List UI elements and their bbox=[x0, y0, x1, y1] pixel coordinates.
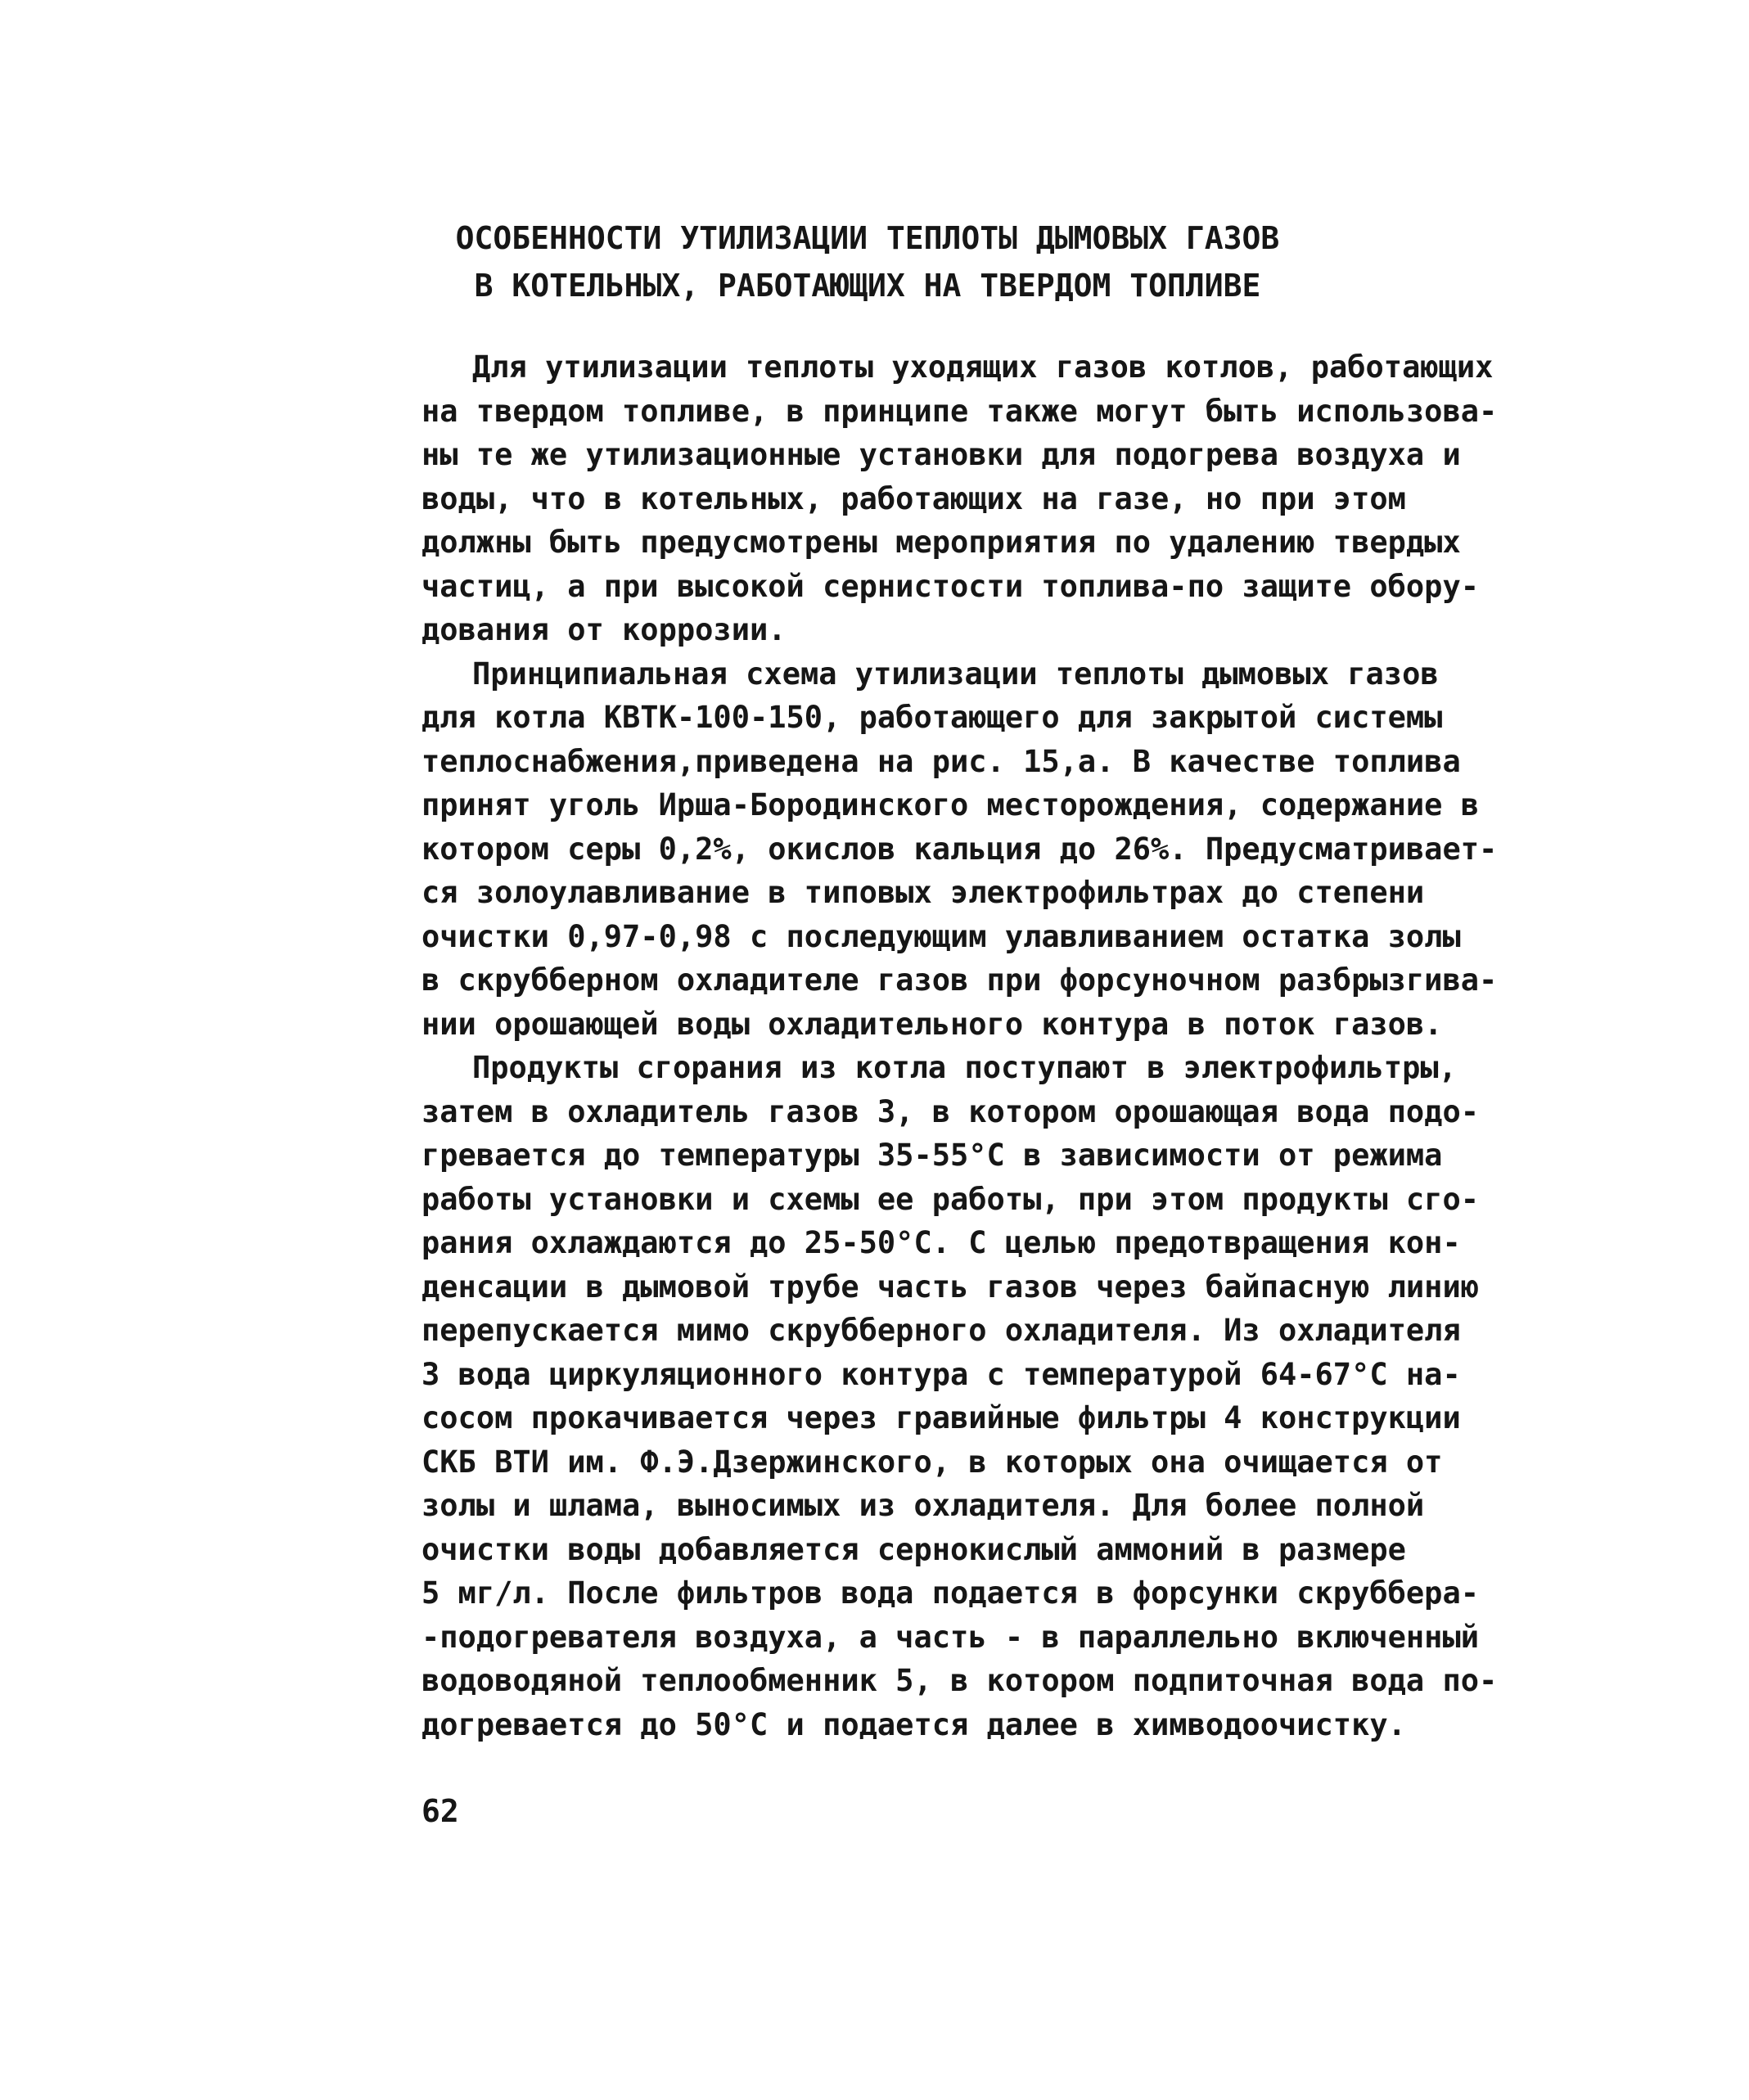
text-line: Принципиальная схема утилизации теплоты дымовых газов bbox=[472, 656, 1439, 692]
text-line: -подогревателя воздуха, а часть - в параллельно включенный bbox=[421, 1619, 1480, 1655]
text-line: работы установки и схемы ее работы, при этом продукты сго- bbox=[421, 1181, 1480, 1217]
text-line: водоводяной теплообменник 5, в котором подпиточная вода по- bbox=[421, 1663, 1498, 1698]
text-line: для котла КВТК-100-150, работающего для закрытой системы bbox=[421, 700, 1443, 735]
text-line: догревается до 50°C и подается далее в химводоочистку. bbox=[421, 1706, 1406, 1742]
text-line: в скрубберном охладителе газов при форсуночном разбрызгива- bbox=[421, 962, 1498, 998]
text-line: сосом прокачивается через гравийные фильтры 4 конструкции bbox=[421, 1400, 1461, 1435]
text-line: 3 вода циркуляционного контура с температурой 64-67°C на- bbox=[421, 1356, 1461, 1392]
text-line: дования от коррозии. bbox=[421, 612, 787, 647]
text-line: 5 мг/л. После фильтров вода подается в форсунки скруббера- bbox=[421, 1575, 1480, 1611]
text-line: котором серы 0,2%, окислов кальция до 26%. Предусматривает- bbox=[421, 831, 1498, 867]
text-line: перепускается мимо скрубберного охладителя. Из охладителя bbox=[421, 1313, 1461, 1348]
text-line: СКБ ВТИ им. Ф.Э.Дзержинского, в которых она очищается от bbox=[421, 1444, 1443, 1480]
text-line: частиц, а при высокой сернистости топлива-по защите обору- bbox=[421, 568, 1480, 604]
paragraph-1 bbox=[421, 345, 1498, 652]
text-line: нии орошающей воды охладительного контура в поток газов. bbox=[421, 1006, 1443, 1042]
text-line: денсации в дымовой трубе часть газов через байпасную линию bbox=[421, 1269, 1480, 1305]
title-line-1: ОСОБЕННОСТИ УТИЛИЗАЦИИ ТЕПЛОТЫ ДЫМОВЫХ ГАЗОВ bbox=[455, 220, 1280, 256]
text-line: затем в охладитель газов 3, в котором орошающая вода подо- bbox=[421, 1093, 1480, 1129]
paragraph-2 bbox=[421, 652, 1498, 1047]
text-line: очистки воды добавляется сернокислый аммоний в размере bbox=[421, 1531, 1406, 1567]
body-text bbox=[421, 345, 1498, 1746]
text-line: ны те же утилизационные установки для подогрева воздуха и bbox=[421, 437, 1461, 472]
text-line: рания охлаждаются до 25-50°C. С целью предотвращения кон- bbox=[421, 1225, 1461, 1260]
text-line: принят уголь Ирша-Бородинского месторождения, содержание в bbox=[421, 787, 1480, 822]
page-number: 62 bbox=[421, 1793, 459, 1829]
text-line: Продукты сгорания из котла поступают в электрофильтры, bbox=[472, 1050, 1457, 1085]
page-title bbox=[426, 214, 1309, 309]
text-line: теплоснабжения,приведена на рис. 15,а. В качестве топлива bbox=[421, 743, 1461, 779]
text-line: золы и шлама, выносимых из охладителя. Для более полной bbox=[421, 1488, 1425, 1523]
text-line: очистки 0,97-0,98 с последующим улавливанием остатка золы bbox=[421, 918, 1461, 954]
paragraph-3 bbox=[421, 1046, 1498, 1746]
text-line: ся золоулавливание в типовых электрофильтрах до степени bbox=[421, 875, 1425, 910]
text-line: воды, что в котельных, работающих на газе, но при этом bbox=[421, 480, 1406, 516]
text-line: на твердом топливе, в принципе также могут быть использова- bbox=[421, 393, 1498, 429]
text-line: Для утилизации теплоты уходящих газов котлов, работающих bbox=[472, 349, 1494, 385]
text-line: должны быть предусмотрены мероприятия по удалению твердых bbox=[421, 525, 1461, 560]
title-line-2: В КОТЕЛЬНЫХ, РАБОТАЮЩИХ НА ТВЕРДОМ ТОПЛИВЕ bbox=[474, 268, 1261, 304]
text-line: гревается до температуры 35-55°C в зависимости от режима bbox=[421, 1138, 1443, 1173]
